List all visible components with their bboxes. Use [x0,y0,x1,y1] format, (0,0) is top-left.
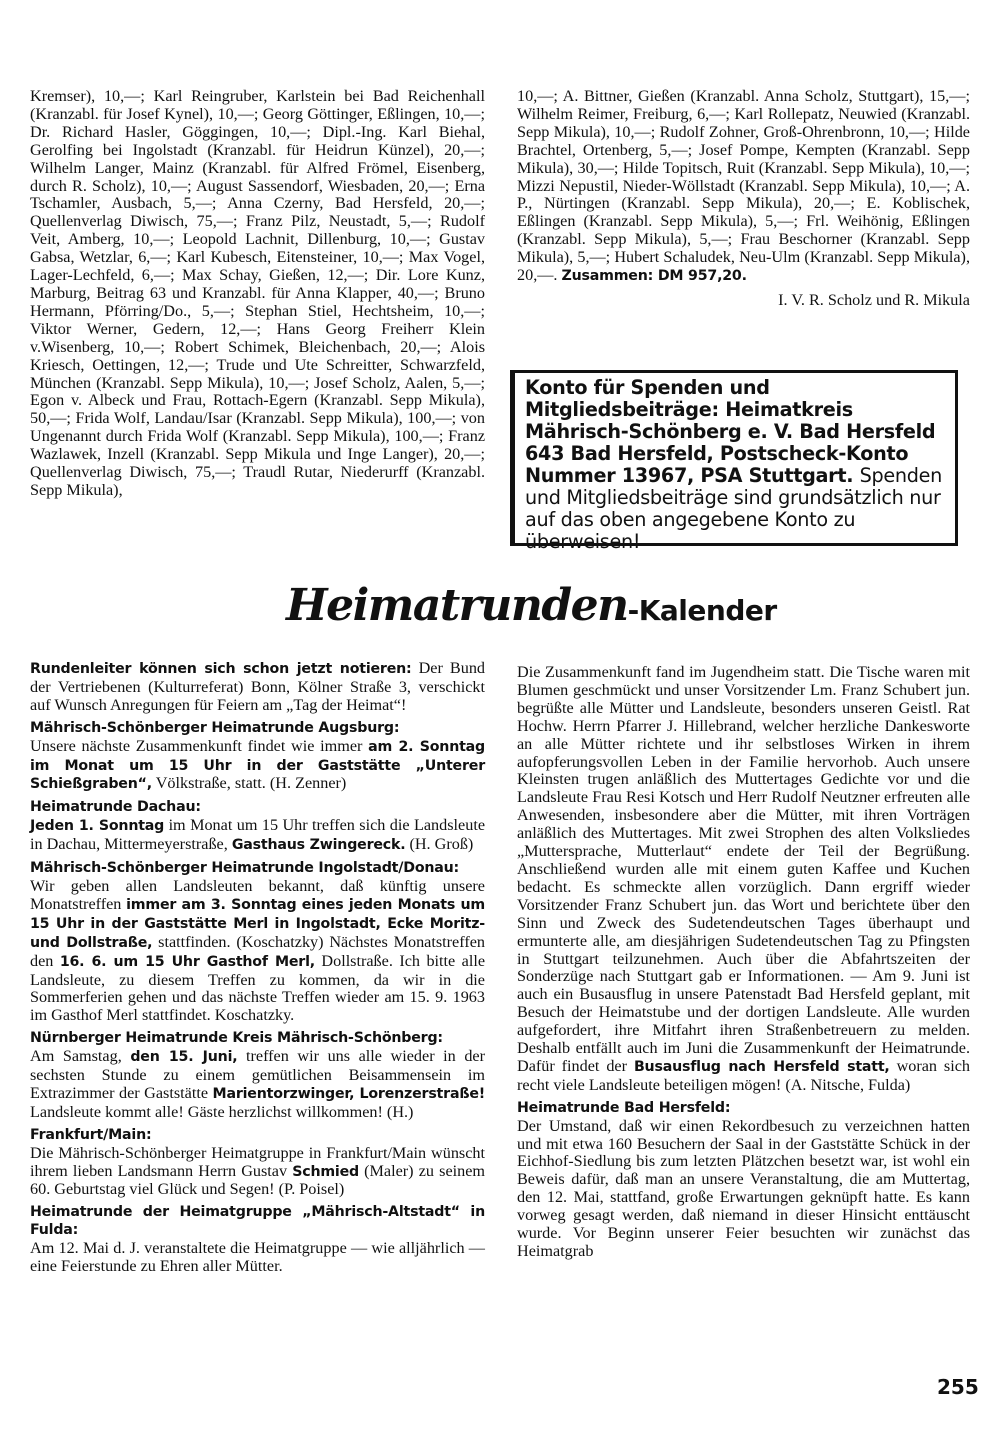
donation-list-text-continued: 10,—; A. Bittner, Gießen (Kranzabl. Anna Scholz, Stuttgart), 15,—; Wilhelm Reimer, Freiburg, 6,—; Karl Rollepatz, Neuwied (Kranzabl. Sepp Mikula), 10,—; Rudolf Zohner, Groß-Ohrenbronn, 10,—; Hilde Brachtel, Ortenberg, 5,—; Josef Pompe, Kempten (Kranzabl. Sepp Mikula), 30,—; Hilde Topitsch, Ruit (Kranzabl. Sepp Mikula), 10,—; Mizzi Nepustil, Nieder-Wöllstadt (Kranzabl. Sepp Mikula), 10,—; A. P., Nürtingen (Kranzabl. Sepp Mikula), 20,—; E. Koblischek, Eßlingen (Kranzabl. Sepp Mikula), 5,—; Frl. Weihönig, Eßlingen (Kranzabl. Sepp Mikula), 5,—; Frau Beschorner (Kranzabl. Sepp Mikula), 5,—; Hubert Schaludek, Neu-Ulm (Kranzabl. Sepp Mikula), 20,—. Zusammen: DM 957,20. [517,87,970,285]
fulda-heading: Heimatrunde der Heimatgruppe „Mährisch-Altstadt“ in Fulda: [30,1204,485,1239]
dachau-heading: Heimatrunde Dachau: [30,799,201,816]
headline-kalender: -Kalender [627,594,777,627]
hersfeld-heading: Heimatrunde Bad Hersfeld: [517,1099,731,1116]
rundenleiter-lead: Rundenleiter können sich schon jetzt notieren: [30,661,412,677]
fulda-text-continued: Die Zusammenkunft fand im Jugendheim statt. Die Tische waren mit Blumen geschmückt und unser Vorsitzender Lm. Franz Schubert jun. begrüßte alle Mütter und Landsleute, besonders unseren Geistl. Rat Hochw. Herrn Pfarrer J. Hillebrand, welcher herzliche Dankesworte an alle Mütter richtete und ihr selbstloses Wirken in ihrem aufopferungsvollen Leben in der Familie hervorhob. Auch unsere Kleinsten trugen anläßlich des Muttertages Gedichte vor und die Landsleute Frau Resi Kotsch und Herr Rudolf Neutzner erfreuten alle Anwesenden, insbesondere aber die Mütter, mit ihren Vorträgen anläßlich des Muttertages. Mit zwei Strophen des alten Volksliedes „Muttersprache, Mutterlaut“ endete der Teil der Begrüßung. Anschließend wurden alle mit einem guten Kaffee und Kuchen bedacht. Es schmeckte allen vorzüglich. Dann ergriff wieder Vorsitzender Franz Schubert jun. das Wort und berichtete über den Sinn und Zweck des Sudetendeutschen Tages überhaupt und ermunterte alle, am diesjährigen Sudetendeutschen Tag zu Pfingsten in Stuttgart teilzunehmen. Auch über die Abfahrtszeiten der Sonderzüge nach Stuttgart gab er Informationen. — Am 9. Juni ist auch ein Busausflug in unsere Patenstadt Bad Hersfeld geplant, mit Besuch der Heimatstube und der dortigen Landsleute. Alle wurden aufgefordert, ihre Mitfahrt ihren Straßenbetreuern zu melden. Deshalb entfällt auch im Juni die Zusammenkunft der Heimatrunde. Dafür findet der Busausflug nach Hersfeld statt, woran sich recht viele Landsleute beteiligen mögen! (A. Nitsche, Fulda) [517,663,971,1094]
nuernberg-text: Am Samstag, den 15. Juni, treffen wir uns alle wieder in der sechsten Stunde zu einem gemütlichen Beisammensein im Extrazimmer der Gaststätte Marientorzwinger, Lorenzerstraße! Landsleute kommt alle! Gäste herzlichst willkommen! (H.) [30,1047,486,1121]
dachau-text: Jeden 1. Sonntag im Monat um 15 Uhr treffen sich die Landsleute in Dachau, Mittermeyerstraße, Gasthaus Zwingereck. (H. Groß) [30,816,485,854]
donation-list-column-right [517,88,970,310]
bank-account-details: Konto für Spenden und Mitgliedsbeiträge: Heimatkreis Mährisch-Schönberg e. V. Bad Hersfeld 643 Bad Hersfeld, Postscheck-Konto Nummer 13967, PSA Stuttgart. [525,376,936,487]
bank-account-instruction: Spenden und Mitgliedsbeiträge sind grundsätzlich nur auf das oben angegebene Konto zu überweisen! [525,464,942,553]
frankfurt-heading: Frankfurt/Main: [30,1126,152,1143]
rundenleiter-notice: Rundenleiter können sich schon jetzt notieren: Der Bund der Vertriebenen (Kulturreferat) Bonn, Kölner Straße 3, verschickt auf Wunsch Anregungen für Feiern am „Tag der Heimat“! [30,659,486,714]
calendar-column-right [517,664,970,1261]
section-headline [286,580,777,640]
bank-account-notice-box [510,370,958,553]
headline-heimatrunden: Heimatrunden [286,580,628,631]
donation-list-text: Kremser), 10,—; Karl Reingruber, Karlstein bei Bad Reichenhall (Kranzabl. für Josef Kynel), 10,—; Georg Göttinger, Eßlingen, 10,—; Dr. Richard Hasler, Göggingen, 10,—; Dipl.-Ing. Karl Biehal, Gerolfing bei Ingolstadt (Kranzabl. für Heidrun Künzel), 20,—; Wilhelm Langer, Mainz (Kranzabl. für Alfred Frömel, Eisenberg, durch R. Scholz), 10,—; August Sassendorf, Wiesbaden, 20,—; Erna Tschamler, Ausbach, 5,—; Anna Czerny, Bad Hersfeld, 20,—; Quellenverlag Diwisch, 75,—; Franz Pilz, Neustadt, 5,—; Rudolf Veit, Amberg, 10,—; Leopold Lachnit, Dillenburg, 10,—; Gustav Gabsa, Wetzlar, 6,—; Karl Kubesch, Eitensteiner, 10,—; Max Vogel, Lager-Lechfeld, 6,—; Max Schay, Gießen, 12,—; Dir. Lore Kunz, Marburg, Beitrag 63 und Kranzabl. für Anna Klapper, 40,—; Bruno Hermann, Pförring/Do., 5,—; Stephan Stiel, Hechtsheim, 10,—; Viktor Werner, Gedern, 12,—; Hans Georg Freiherr Klein v.Wisenberg, 10,—; Robert Schimek, Bleichenbach, 20,—; Alois Kriesch, Oettingen, 12,—; Trude und Ute Schreitter, Schwarzfeld, München (Kranzabl. Sepp Mikula), 10,—; Josef Scholz, Aalen, 5,—; Egon v. Albeck und Frau, Rottach-Egern (Kranzabl. Sepp Mikula), 50,—; Frida Wolf, Landau/Isar (Kranzabl. Sepp Mikula), 100,—; von Ungenannt durch Frida Wolf (Kranzabl. Sepp Mikula), 100,—; Franz Wazlawek, Inzell (Kranzabl. Sepp Mikula und Inge Langer), 20,—; Quellenverlag Diwisch, 75,—; Traudl Rutar, Niederurff (Kranzabl. Sepp Mikula), [30,87,485,499]
page-number: 255 [937,1375,979,1399]
donation-list-column-left [30,88,485,500]
donation-total: Zusammen: DM 957,20. [561,268,747,285]
augsburg-text: Unsere nächste Zusammenkunft findet wie immer am 2. Sonntag im Monat um 15 Uhr in der Gaststätte „Unterer Schießgraben“, Völkstraße, statt. (H. Zenner) [30,736,485,793]
donation-signature: I. V. R. Scholz und R. Mikula [778,290,970,309]
augsburg-heading: Mährisch-Schönberger Heimatrunde Augsburg: [30,719,400,736]
hersfeld-text: Der Umstand, daß wir einen Rekordbesuch zu verzeichnen hatten und mit etwa 160 Besuchern der Saal in der Gaststätte Schück in der Eichhof-Siedlung bis zum letzten Plätzchen besetzt war, ist wohl ein Beweis dafür, daß man an unsere Veranstaltung, die am Muttertag, den 12. Mai, stattfand, große Erwartungen geknüpft hatte. Es kann vorweg gesagt werden, daß niemand in dieser Hinsicht enttäuscht wurde. Vor Beginn unserer Feier besuchten wir zunächst das Heimatgrab [517,1116,970,1260]
nuernberg-heading: Nürnberger Heimatrunde Kreis Mährisch-Schönberg: [30,1030,443,1047]
ingolstadt-text: Wir geben allen Landsleuten bekannt, daß künftig unsere Monatstreffen immer am 3. Sonntag eines jeden Monats um 15 Uhr in der Gaststätte Merl in Ingolstadt, Ecke Moritz- und Dollstraße, stattfinden. (Koschatzky) Nächstes Monatstreffen den 16. 6. um 15 Uhr Gasthof Merl, Dollstraße. Ich bitte alle Landsleute, zu diesem Treffen zu kommen, da wir in die Sommerferien gehen und das nächste Treffen wieder am 15. 9. 1963 im Gasthof Merl stattfindet. Koschatzky. [30,876,486,1025]
frankfurt-text: Die Mährisch-Schönberger Heimatgruppe in Frankfurt/Main wünscht ihrem lieben Landsmann Herrn Gustav Schmied (Maler) zu seinem 60. Geburtstag viel Glück und Segen! (P. Poisel) [30,1143,486,1199]
ingolstadt-heading: Mährisch-Schönberger Heimatrunde Ingolstadt/Donau: [30,860,460,877]
fulda-text-start: Am 12. Mai d. J. veranstaltete die Heimatgruppe — wie alljährlich — eine Feierstunde zu Ehren aller Mütter. [30,1239,485,1276]
calendar-column-left [30,660,485,1276]
